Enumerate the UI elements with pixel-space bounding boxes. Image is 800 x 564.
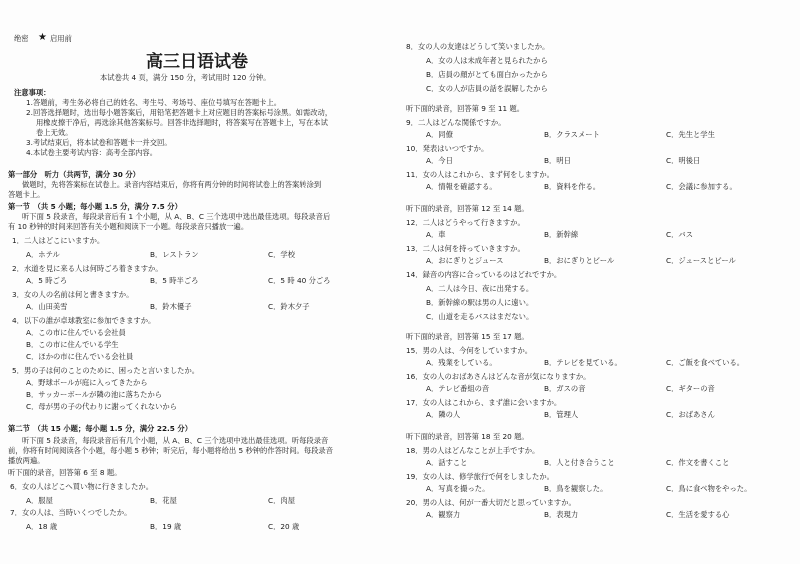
option-a: A．隣の人 xyxy=(426,410,461,419)
question-text: 3．女の人の名前は何と書きますか。 xyxy=(12,290,134,299)
option-b: B．サッカーボールが隣の池に落ちたから xyxy=(26,390,163,399)
option-a: A．残業をしている。 xyxy=(426,358,497,367)
section2-desc: 播放两遍。 xyxy=(8,456,45,465)
notes-item: 卷上无效。 xyxy=(36,128,73,137)
option-a: A．二人は今日、夜に出発する。 xyxy=(426,284,534,293)
notes-heading: 注意事项： xyxy=(14,88,51,97)
page-title: 高三日语试卷 xyxy=(146,52,248,72)
option-b: B．19 歳 xyxy=(150,522,182,531)
question-text: 13．二人は何を持っていきますか。 xyxy=(406,244,525,253)
question-text: 7．女の人は、当時いくつでしたか。 xyxy=(10,508,132,517)
option-c: C．鈴木夕子 xyxy=(268,302,310,311)
option-c: C．会議に参加する。 xyxy=(666,182,737,191)
option-b: B．表現力 xyxy=(544,510,579,519)
option-b: B．明日 xyxy=(544,156,571,165)
option-c: C．ギターの音 xyxy=(666,384,715,393)
option-a: A．話すこと xyxy=(426,458,468,467)
question-text: 1．二人はどこにいますか。 xyxy=(12,236,105,245)
option-c: C．山道を走るバスはまだない。 xyxy=(426,312,534,321)
before-use-label: 启用前 xyxy=(50,34,72,43)
question-text: 18．男の人はどんなことが上手ですか。 xyxy=(406,446,540,455)
option-a: A．ホテル xyxy=(26,250,60,259)
option-b: B．テレビを見ている。 xyxy=(544,358,622,367)
option-c: C．母が男の子の代わりに謝ってくれないから xyxy=(26,402,178,411)
group-instruction: 听下面的录音，回答第 6 至 8 题。 xyxy=(8,468,122,477)
option-a: A．今日 xyxy=(426,156,453,165)
question-text: 14．録音の内容に合っているのはどれですか。 xyxy=(406,270,562,279)
option-a: A．情報を確認する。 xyxy=(426,182,497,191)
question-text: 8．女の人の友達はどうして笑いましたか。 xyxy=(406,42,550,51)
option-c: C．おばあさん xyxy=(666,410,715,419)
option-a: A．山田美雪 xyxy=(26,302,68,311)
option-c: C．学校 xyxy=(268,250,295,259)
option-c: C．鳥に食べ物をやった。 xyxy=(666,484,752,493)
notes-item: 1.答题前，考生务必将自己的姓名、考生号、考场号、座位号填写在答题卡上。 xyxy=(26,98,282,107)
option-a: A．同僚 xyxy=(426,130,453,139)
secret-label: 绝密 xyxy=(14,34,29,43)
question-text: 17．女の人はこれから、まず誰に会いますか。 xyxy=(406,398,562,407)
option-c: C．20 歳 xyxy=(268,522,300,531)
option-c: C．5 時 40 分ごろ xyxy=(268,276,331,285)
question-text: 19．女の人は、修学旅行で何をしましたか。 xyxy=(406,472,554,481)
option-c: C．女の人が店員の話を誤解したから xyxy=(426,84,548,93)
option-b: B．5 時半ごろ xyxy=(150,276,199,285)
notes-item: 用橡皮擦干净后，再选涂其他答案标号。回答非选择题时，将答案写在答题卡上，写在本试 xyxy=(36,118,328,127)
option-a: A．服屋 xyxy=(26,496,53,505)
option-b: B．クラスメート xyxy=(544,130,600,139)
option-c: C．ジュースとビール xyxy=(666,256,736,265)
option-a: A．観察力 xyxy=(426,510,461,519)
section2-desc: 听下面 5 段录音，每段录音后有几个小题，从 A、B、C 三个选项中选出最佳选项。听每段录音 xyxy=(22,436,329,445)
option-b: B．管理人 xyxy=(544,410,579,419)
option-c: C．ほかの市に住んでいる会社員 xyxy=(26,352,134,361)
option-b: B．資料を作る。 xyxy=(544,182,601,191)
question-text: 15．男の人は、今何をしていますか。 xyxy=(406,346,533,355)
option-b: B．人と付き合うこと xyxy=(544,458,615,467)
option-c: C．肉屋 xyxy=(268,496,295,505)
option-b: B．花屋 xyxy=(150,496,177,505)
question-text: 20．男の人は、何が一番大切だと思っていますか。 xyxy=(406,498,576,507)
question-text: 16．女の人のおばあさんはどんな音が気になりますか。 xyxy=(406,372,591,381)
section1-heading: 第一节 （共 5 小题；每小题 1.5 分，满分 7.5 分） xyxy=(8,202,182,211)
option-c: C．作文を書くこと xyxy=(666,458,730,467)
page-subtitle: 本试卷共 4 页，满分 150 分，考试用时 120 分钟。 xyxy=(100,73,271,82)
option-a: A．野球ボールが庭に入ってきたから xyxy=(26,378,148,387)
option-c: C．明後日 xyxy=(666,156,701,165)
group-instruction: 听下面的录音，回答第 9 至 11 题。 xyxy=(406,104,525,113)
option-b: B．店員の顔がとても面白かったから xyxy=(426,70,548,79)
option-c: C．生活を愛する心 xyxy=(666,510,730,519)
notes-item: 4.本试卷主要考试内容：高考全部内容。 xyxy=(26,148,158,157)
question-text: 5．男の子は何のことのために、困ったと言いましたか。 xyxy=(12,366,200,375)
option-b: B．レストラン xyxy=(150,250,199,259)
question-text: 4．以下の誰が卓球教室に参加できますか。 xyxy=(12,316,156,325)
question-text: 9．二人はどんな関係ですか。 xyxy=(406,118,506,127)
option-a: A．車 xyxy=(426,230,446,239)
option-b: B．ガスの音 xyxy=(544,384,586,393)
option-a: A．女の人は未成年者と見られたから xyxy=(426,56,548,65)
part1-desc: 做题时，先将答案标在试卷上。录音内容结束后，你将有两分钟的时间将试卷上的答案转涂到 xyxy=(22,180,322,189)
option-c: C．先生と学生 xyxy=(666,130,715,139)
group-instruction: 听下面的录音，回答第 15 至 17 题。 xyxy=(406,332,529,341)
notes-item: 3.考试结束后，将本试卷和答题卡一并交回。 xyxy=(26,138,172,147)
option-c: C．ご飯を食べている。 xyxy=(666,358,745,367)
option-b: B．この市に住んでいる学生 xyxy=(26,340,119,349)
question-text: 12．二人はどうやって行きますか。 xyxy=(406,218,525,227)
option-b: B．新幹線の駅は男の人に遠い。 xyxy=(426,298,534,307)
star-icon: ★ xyxy=(38,32,47,43)
option-a: A．テレビ番組の音 xyxy=(426,384,490,393)
section1-desc: 听下面 5 段录音，每段录音后有 1 个小题，从 A、B、C 三个选项中选出最佳选项。每段录音后 xyxy=(22,212,331,221)
part1-heading: 第一部分 听力（共两节，满分 30 分） xyxy=(8,170,140,179)
option-c: C．バス xyxy=(666,230,693,239)
question-text: 11．女の人はこれから、まず何をしますか。 xyxy=(406,170,554,179)
question-text: 6．女の人はどこへ買い物に行きましたか。 xyxy=(10,482,153,491)
section2-heading: 第二节 （共 15 小题；每小题 1.5 分，满分 22.5 分） xyxy=(8,424,193,433)
section1-desc: 有 10 秒钟的时间来回答有关小题和阅读下一小题。每段录音只播放一遍。 xyxy=(8,222,249,231)
group-instruction: 听下面的录音，回答第 12 至 14 题。 xyxy=(406,204,529,213)
question-text: 2．水道を見に来る人は何時ごろ着きますか。 xyxy=(12,264,163,273)
option-a: A．5 時ごろ xyxy=(26,276,68,285)
option-a: A．おにぎりとジュース xyxy=(426,256,504,265)
notes-item: 2.回答选择题时，选出每小题答案后，用铅笔把答题卡上对应题目的答案标号涂黑。如需改动， xyxy=(26,108,333,117)
option-a: A．写真を撮った。 xyxy=(426,484,490,493)
option-b: B．鈴木優子 xyxy=(150,302,192,311)
option-b: B．鳥を観察した。 xyxy=(544,484,608,493)
question-text: 10．発表はいつですか。 xyxy=(406,144,489,153)
option-a: A．この市に住んでいる会社員 xyxy=(26,328,126,337)
option-b: B．おにぎりとビール xyxy=(544,256,615,265)
option-a: A．18 歳 xyxy=(26,522,58,531)
section2-desc: 前，你将有时间阅读各个小题，每小题 5 秒钟；听完后，每小题将给出 5 秒钟的作答时间。每段录音 xyxy=(8,446,334,455)
group-instruction: 听下面的录音，回答第 18 至 20 题。 xyxy=(406,432,529,441)
option-b: B．新幹線 xyxy=(544,230,579,239)
part1-desc: 答题卡上。 xyxy=(8,190,45,199)
